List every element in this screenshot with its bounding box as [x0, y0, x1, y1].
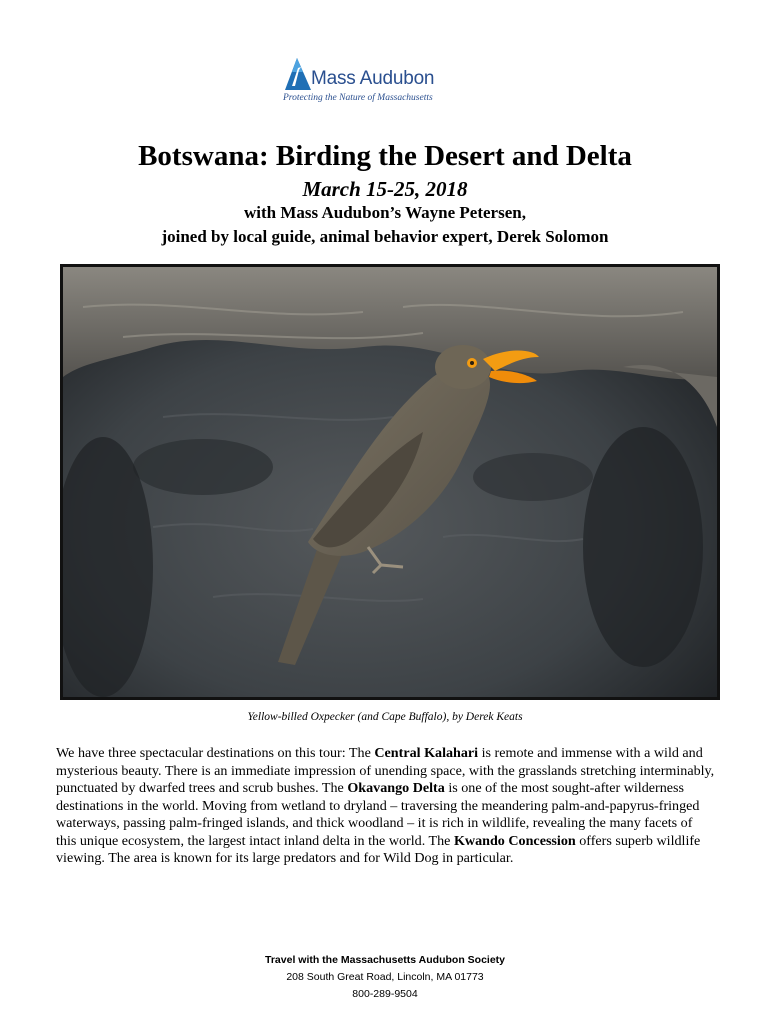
description-text: offers superb wildlife viewing. The area is known for its large predators and for Wild Dog in particular.: [56, 832, 701, 866]
trip-guide: joined by local guide, animal behavior expert, Derek Solomon: [161, 227, 609, 246]
logo-tagline: Protecting the Nature of Massachusetts: [283, 93, 433, 103]
trip-dates: March 15-25, 2018: [302, 177, 468, 201]
logo-name: Mass Audubon: [311, 68, 435, 89]
destination-kwando: Kwando Concession: [453, 832, 576, 849]
footer: [0, 952, 770, 1003]
tour-description: [56, 745, 716, 868]
description-text: is remote and immense with a wild and mysterious beauty. There is an immediate impression of unending space, with the grasslands stretching interminably, punctuated by dwarfed trees and scrub bushes. The: [56, 745, 715, 796]
oxpecker-buffalo-photo: [60, 264, 720, 700]
destination-okavango: Okavango Delta: [347, 780, 445, 796]
destination-kalahari: Central Kalahari: [374, 745, 479, 761]
heron-triangle-icon: [283, 56, 313, 92]
trip-leader: with Mass Audubon’s Wayne Petersen,: [244, 203, 526, 222]
mass-audubon-logo: [283, 56, 483, 108]
description-text: is one of the most sought-after wilderness destinations in the world. Moving from wetland to dryland – traversing the meandering palm-and-papyrus-fringed waterways, passing palm-fringed islands, and thick woodland – it is rich in wildlife, revealing the many facets of this unique ecosystem, the largest intact inland delta in the world. The: [56, 780, 700, 849]
page-title: Botswana: Birding the Desert and Delta: [138, 140, 632, 172]
photo-caption: Yellow-billed Oxpecker (and Cape Buffalo), by Derek Keats: [247, 711, 523, 723]
footer-address: 208 South Great Road, Lincoln, MA 01773: [286, 971, 484, 983]
footer-org: Travel with the Massachusetts Audubon Society: [265, 954, 505, 966]
footer-phone: 800-289-9504: [352, 988, 418, 1000]
description-text: We have three spectacular destinations on this tour: The: [56, 745, 375, 761]
